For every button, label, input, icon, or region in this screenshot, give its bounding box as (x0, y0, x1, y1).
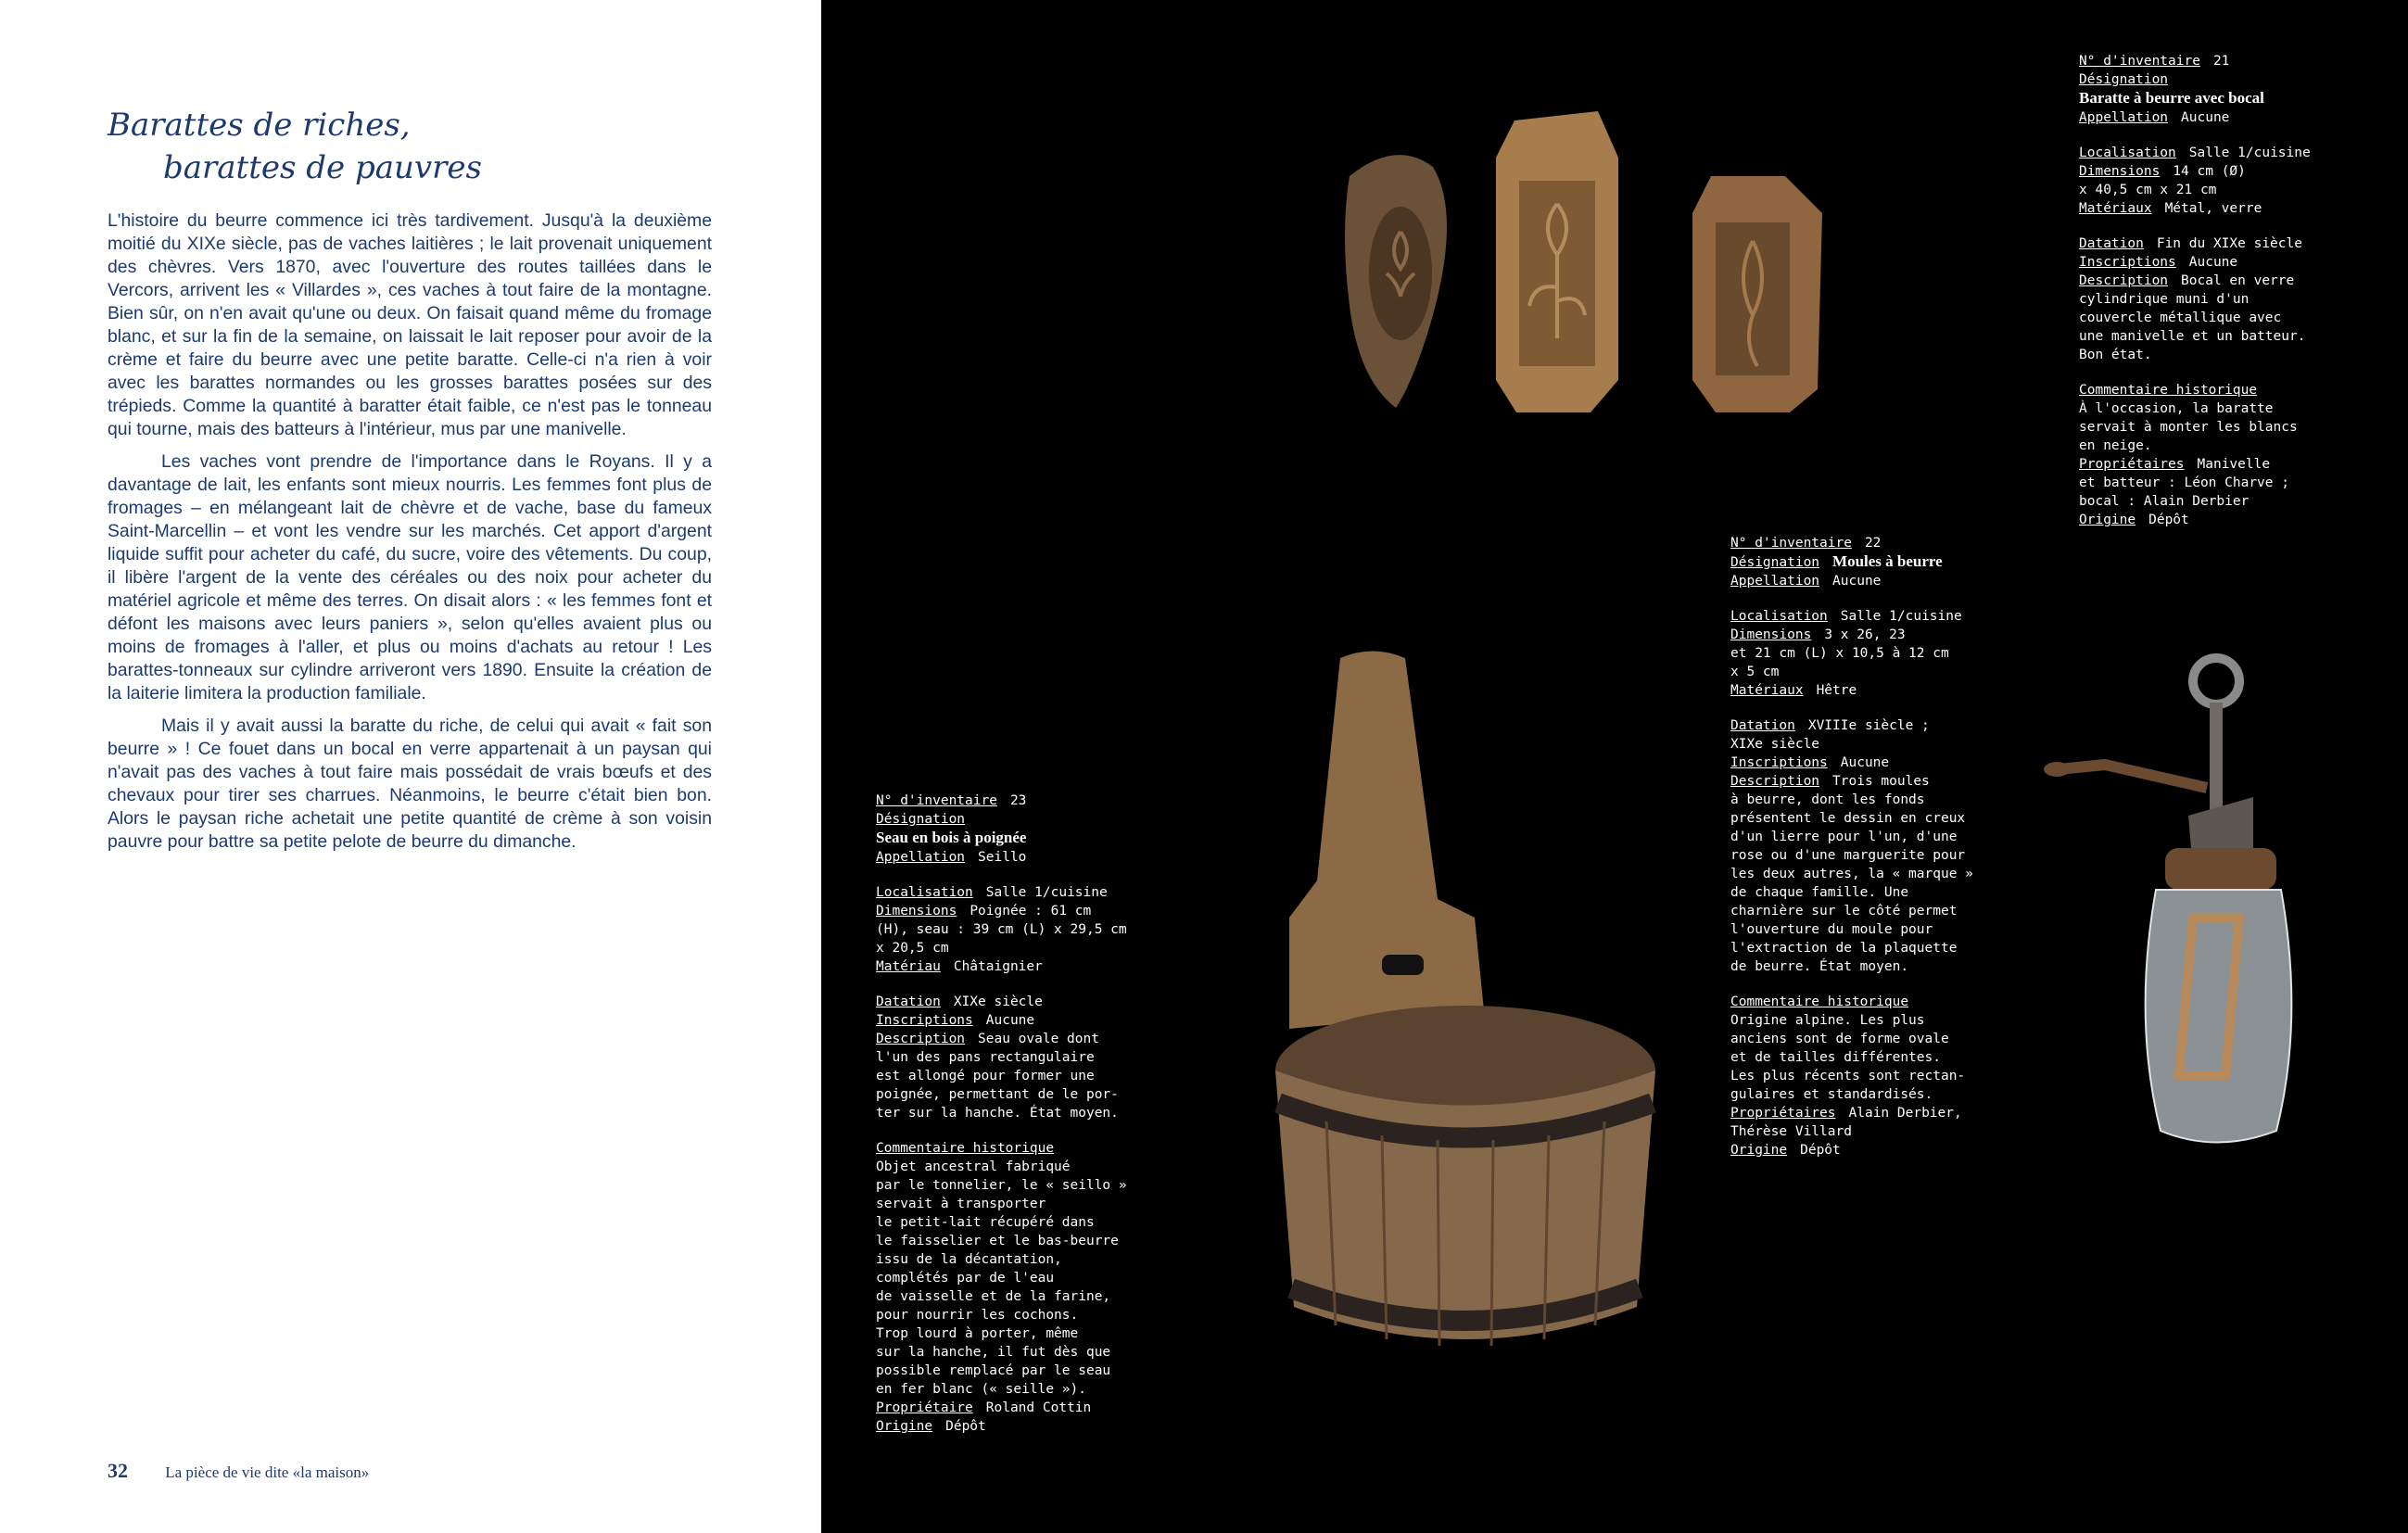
proprietaires-value: Alain Derbier, (1848, 1106, 1962, 1121)
paragraph: Les vaches vont prendre de l'importance dans le Royans. Il y a davantage de lait, les enfants sont mieux nourris. Les femmes font plus de fromages – en mélangeant lait de chèvre et de vache, base du fameux Saint-Marcellin – et vont les vendre sur les marchés. Cet apport d'argent liquide suffit pour acheter du café, du sucre, voire des vêtements. Du coup, il libère l'argent de la vente des céréales ou des noix pour acheter du matériel agricole et même des terres. On disait alors : « les femmes font et défont les maisons avec leurs paniers », selon qu'elles avaient plus ou moins de fromages à l'aller, et plus ou moins d'achats au retour ! Les barattes-tonneaux sur cylindre arriveront vers 1890. Ensuite la création de la laiterie limitera la production familiale. (108, 451, 712, 703)
origine-value: Dépôt (945, 1419, 986, 1434)
catalog-entry-22 (1730, 534, 2036, 1159)
designation-value: Seau en bois à poignée (876, 829, 1027, 846)
materiaux-label: Matériau (876, 959, 941, 974)
proprietaires-value: Manivelle (2197, 457, 2271, 472)
left-page (0, 0, 821, 1533)
title-line-1: Barattes de riches, (108, 107, 411, 144)
dimensions-label: Dimensions (2079, 164, 2161, 179)
wooden-bucket-image (1252, 640, 1679, 1362)
localisation-label: Localisation (1730, 609, 1828, 624)
description-value: Trois moules (1832, 774, 1930, 789)
proprietaires-continued: et batteur : Léon Charve ; bocal : Alain Derbier (2079, 475, 2289, 509)
inventory-label: N° d'inventaire (876, 793, 997, 808)
description-continued: l'un des pans rectangulaire est allongé pour former une poignée, permettant de le por- ter sur la hanche. État moyen. (876, 1050, 1119, 1121)
appellation-label: Appellation (876, 850, 966, 865)
paragraph: L'histoire du beurre commence ici très tardivement. Jusqu'à la deuxième moitié du XIXe siècle, pas de vaches laitières ; le lait provenait uniquement des chèvres. Vers 1870, avec l'ouverture des routes taillées dans le Vercors, arrivent les « Villardes », ces vaches à tout faire de la montagne. Bien sûr, on n'en avait qu'une ou deux. On faisait quand même du fromage blanc, et sur la fin de la semaine, on laissait le lait reposer pour avoir de la crème et faire du beurre avec une petite baratte. Celle-ci n'a rien à voir avec les barattes normandes ou les grosses barattes posées sur des trépieds. Comme la quantité à baratter était faible, ce n'est pas le tonneau qui tourne, mais des batteurs à l'intérieur, mus par une manivelle. (108, 210, 712, 439)
catalog-entry-23 (876, 792, 1182, 1436)
localisation-label: Localisation (2079, 146, 2176, 160)
description-label: Description (2079, 273, 2169, 288)
datation-value: XIXe siècle (953, 995, 1043, 1009)
proprietaires-value: Roland Cottin (985, 1400, 1092, 1415)
materiaux-value: Châtaignier (953, 959, 1043, 974)
description-label: Description (876, 1032, 966, 1046)
inscriptions-label: Inscriptions (1730, 755, 1828, 770)
origine-value: Dépôt (2148, 513, 2189, 527)
page-number: 32 (108, 1459, 128, 1482)
dimensions-value: 3 x 26, 23 (1824, 627, 1906, 642)
inscriptions-label: Inscriptions (2079, 255, 2176, 270)
dimensions-label: Dimensions (1730, 627, 1812, 642)
butter-moulds-image (1340, 102, 1841, 426)
article-body (108, 209, 712, 863)
title-line-2: barattes de pauvres (163, 149, 482, 186)
appellation-value: Seillo (978, 850, 1027, 865)
datation-label: Datation (876, 995, 941, 1009)
commentaire-label: Commentaire historique (1730, 995, 1909, 1009)
origine-label: Origine (876, 1419, 933, 1434)
commentaire-value: Objet ancestral fabriqué par le tonnelier, le « seillo » servait à transporter le petit-lait récupéré dans le faisselier et le bas-beurre issu de la décantation, complétés par de l'eau de vaisselle et de la farine, pour nourrir les cochons. Trop lourd à porter, même sur la hanche, il fut dès que possible remplacé par le seau en fer blanc (« seille »). (876, 1159, 1127, 1397)
localisation-label: Localisation (876, 885, 973, 900)
localisation-value: Salle 1/cuisine (985, 885, 1108, 900)
proprietaires-label: Propriétaire (876, 1400, 973, 1415)
chapter-title: La pièce de vie dite «la maison» (165, 1463, 370, 1481)
datation-label: Datation (2079, 236, 2144, 251)
inscriptions-value: Aucune (985, 1013, 1035, 1028)
datation-label: Datation (1730, 718, 1795, 733)
inventory-value: 22 (1864, 536, 1882, 551)
designation-label: Désignation (1730, 555, 1820, 570)
localisation-value: Salle 1/cuisine (2188, 146, 2311, 160)
page-title (108, 104, 482, 189)
designation-label: Désignation (2079, 72, 2169, 87)
dimensions-continued: x 40,5 cm x 21 cm (2079, 183, 2217, 197)
glass-churn-image (2040, 649, 2309, 1154)
commentaire-label: Commentaire historique (876, 1141, 1055, 1156)
appellation-label: Appellation (1730, 574, 1820, 589)
origine-label: Origine (1730, 1143, 1788, 1158)
inscriptions-value: Aucune (2188, 255, 2238, 270)
commentaire-value: Origine alpine. Les plus anciens sont de forme ovale et de tailles différentes. Les plus récents sont rectan- gulaires et standardisés. (1730, 1013, 1966, 1102)
materiaux-value: Hêtre (1816, 683, 1857, 698)
localisation-value: Salle 1/cuisine (1840, 609, 1962, 624)
appellation-label: Appellation (2079, 110, 2169, 125)
datation-continued: XIXe siècle (1730, 737, 1820, 752)
designation-value: Moules à beurre (1832, 552, 1943, 570)
commentaire-label: Commentaire historique (2079, 383, 2258, 398)
dimensions-continued: et 21 cm (L) x 10,5 à 12 cm x 5 cm (1730, 646, 1949, 679)
page-footer (108, 1459, 369, 1483)
description-value: Seau ovale dont (978, 1032, 1099, 1046)
dimensions-value: 14 cm (Ø) (2173, 164, 2246, 179)
proprietaires-label: Propriétaires (1730, 1106, 1836, 1121)
catalog-entry-21 (2079, 52, 2385, 529)
designation-value: Baratte à beurre avec bocal (2079, 89, 2264, 107)
proprietaires-label: Propriétaires (2079, 457, 2185, 472)
appellation-value: Aucune (2181, 110, 2230, 125)
appellation-value: Aucune (1832, 574, 1882, 589)
materiaux-value: Métal, verre (2164, 201, 2262, 216)
materiaux-label: Matériaux (1730, 683, 1804, 698)
inventory-value: 21 (2212, 54, 2230, 69)
dimensions-label: Dimensions (876, 904, 957, 919)
inventory-label: N° d'inventaire (1730, 536, 1852, 551)
datation-value: XVIIIe siècle ; (1807, 718, 1930, 733)
description-continued: à beurre, dont les fonds présentent le dessin en creux d'un lierre pour l'un, d'une rose ou d'une marguerite pour les deux autres, la « marque » de chaque famille. Une charnière sur le côté permet l'ouverture du moule pour l'extraction de la plaquette de beurre. État moyen. (1730, 792, 1973, 974)
origine-value: Dépôt (1800, 1143, 1841, 1158)
commentaire-value: À l'occasion, la baratte servait à monter les blancs en neige. (2079, 401, 2298, 453)
description-label: Description (1730, 774, 1820, 789)
datation-value: Fin du XIXe siècle (2156, 236, 2302, 251)
description-value: Bocal en verre (2181, 273, 2295, 288)
inscriptions-value: Aucune (1840, 755, 1890, 770)
designation-label: Désignation (876, 812, 966, 827)
right-page (821, 0, 2408, 1533)
proprietaires-continued: Thérèse Villard (1730, 1124, 1852, 1139)
origine-label: Origine (2079, 513, 2136, 527)
inscriptions-label: Inscriptions (876, 1013, 973, 1028)
inventory-label: N° d'inventaire (2079, 54, 2200, 69)
dimensions-continued: (H), seau : 39 cm (L) x 29,5 cm x 20,5 cm (876, 922, 1127, 956)
dimensions-value: Poignée : 61 cm (970, 904, 1092, 919)
paragraph: Mais il y avait aussi la baratte du riche, de celui qui avait « fait son beurre » ! Ce fouet dans un bocal en verre appartenait à un paysan qui n'avait pas des vaches à tout faire mais possédait de vrais bœufs et des chevaux pour tirer ses charrues. Néanmoins, le beurre c'était bien bon. Alors le paysan riche achetait une petite quantité de crème à son voisin pauvre pour battre sa petite pelote de beurre du dimanche. (108, 716, 712, 852)
materiaux-label: Matériaux (2079, 201, 2152, 216)
description-continued: cylindrique muni d'un couvercle métallique avec une manivelle et un batteur. Bon état. (2079, 292, 2306, 362)
inventory-value: 23 (1009, 793, 1027, 808)
